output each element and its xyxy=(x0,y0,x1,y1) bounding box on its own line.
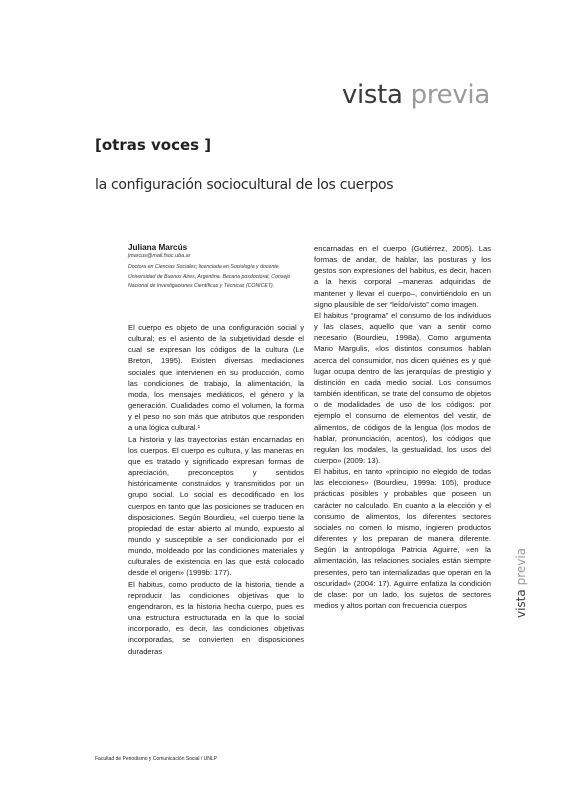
paragraph: El habitus, como producto de la historia, tiende a reproducir las condiciones objetivas que lo engendraron, es la historia hecha cuerpo, pues es una estructura estructurada en la que lo social incorporado, es decir, las condiciones objetivas incorporadas, se convierten en disposiciones duraderas xyxy=(128,579,304,656)
author-email: jmarcus@mail.fsoc.uba.ar xyxy=(128,253,191,259)
paragraph: La historia y las trayectorias están encarnadas en los cuerpos. El cuerpo es cultura, y las maneras en que es tratado y significado expresan formas de apreciación, preconceptos y sentidos históricamente construidos y transmitidos por un grupo social. Lo social es decodificado en los cuerpos en tanto que las posiciones se traducen en disposiciones. Según Bourdieu, «el cuerpo tiene la propiedad de estar abierto al mundo, expuesto al mundo y susceptible a ser condicionado por el mundo, moldeado por las condiciones materiales y culturales de existencia en las que está colocado desde el origen» (1999b: 177). xyxy=(128,434,304,578)
author-block xyxy=(128,243,304,292)
side-word-previa: previa xyxy=(514,547,528,586)
article-title: la configuración sociocultural de los cuerpos xyxy=(95,177,394,193)
header-word-previa: previa xyxy=(410,80,490,110)
page-footer: Facultad de Periodismo y Comunicación Social / UNLP xyxy=(95,756,217,762)
side-label xyxy=(514,548,528,618)
paragraph: encarnadas en el cuerpo (Gutiérrez, 2005). Las formas de andar, de hablar, las posturas y los gestos son expresiones del habitus, es decir, hacen a la hexis corporal –maneras adquiridas de mantener y llevar el cuerpo–, convirtiéndolo en un signo plausible de ser “leído/visto” como imagen. xyxy=(314,244,491,309)
paragraph: El cuerpo es objeto de una configuración social y cultural; es el asiento de la subjetividad desde el cual se expresan los códigos de la cultura (Le Breton, 1995). Existen diversas mediaciones sociales que intervienen en su producción, como las condiciones de trabajo, la alimentación, la moda, los mensajes mediáticos, el género y la generación. Cualidades como el volumen, la forma y el peso no son más que atributos que responden a una lógica cultural.¹ xyxy=(128,323,304,433)
header-title xyxy=(342,80,490,110)
header-word-vista: vista xyxy=(341,80,403,110)
author-name: Juliana Marcús xyxy=(128,243,188,252)
section-title: [otras voces ] xyxy=(95,136,212,154)
side-word-vista: vista xyxy=(514,589,528,618)
paragraph: El habitus, en tanto «principio no elegido de todas las elecciones» (Bourdieu, 1999a: 105), produce prácticas posibles y probables que poseen un carácter no calculado. En cuanto a la elección y el consumo de alimentos, los diferentes sectores sociales no comen lo mismo, ingieren productos diferentes y los preparan de manera diferente. Según la antropóloga Patricia Aguirre, «en la alimentación, las relaciones sociales están siempre presentes, pero tan internalizadas que operan en la oscuridad» (2004: 17). Aguirre enfatiza la condición de clase: por un lado, los sujetos de sectores medios y altos portan con frecuencia cuerpos xyxy=(314,467,491,610)
body-column-right xyxy=(314,243,491,611)
paragraph: El habitus “programa” el consumo de los individuos y las clases, aquello que van a sentir como necesario (Bourdieu, 1998a). Como argumenta Mario Margulis, «los distintos consumos hablan acerca del consumidor, nos dicen quiénes es y qué lugar ocupa dentro de las jerarquías de prestigio y distinción en cada medio social. Los consumos también identifican, se trate del consumo de objetos o de modalidades de uso de los códigos: por ejemplo el consumo de elementos del vestir, de alimentos, de códigos de la lengua (los modos de hablar, pronunciación, acentos), los códigos que regulan los modales, la gestualidad, los usos del cuerpo» (2009: 13). xyxy=(314,310,491,465)
author-bio: Doctora en Ciencias Sociales; licenciada en Sociología y docente, Universidad de Buenos Aires, Argentina. Becaria posdoctoral, Consejo Nacional de Investigaciones Científicas y Técnicas (CONICET). xyxy=(128,264,291,289)
body-column-left xyxy=(128,322,304,657)
